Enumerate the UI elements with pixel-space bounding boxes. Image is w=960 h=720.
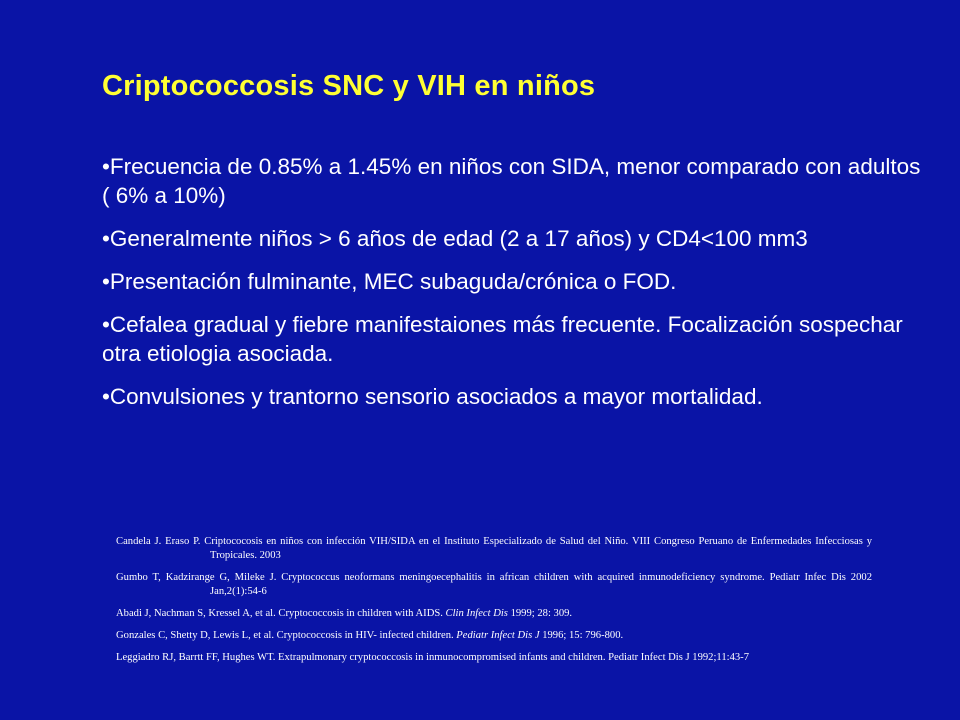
reference-text: Leggiadro RJ, Barrtt FF, Hughes WT. Extrapulmonary cryptococcosis in inmunocompromised infants and children. Pediatr Infect Dis J 1992;11:43-7 [116,652,749,663]
reference-journal: Pediatr Infect Dis J [456,630,540,641]
reference-item [116,607,872,621]
bullet-item: •Cefalea gradual y fiebre manifestaiones más frecuente. Focalización sospechar otra etiologia asociada. [102,312,903,366]
reference-text: Gonzales C, Shetty D, Lewis L, et al. Cryptococcosis in HIV- infected children. [116,630,457,641]
slide-title: Criptococcosis SNC y VIH en niños [102,70,596,102]
bullet-list [102,152,922,425]
reference-text-tail: 1999; 28: 309. [507,608,573,619]
reference-text: Gumbo T, Kadzirange G, Mileke J. Cryptococcus neoformans meningoecephalitis in african children with acquired inmunodeficiency syndrome. Pediatr Infec Dis 2002 Jan,2(1):54-6 [116,572,872,597]
reference-text-tail: 1996; 15: 796-800. [539,630,624,641]
reference-item [116,535,872,563]
bullet-item: •Generalmente niños > 6 años de edad (2 a 17 años) y CD4<100 mm3 [102,226,808,251]
reference-text: Candela J. Eraso P. Criptococosis en niños con infección VIH/SIDA en el Instituto Especializado de Salud del Niño. VIII Congreso Peruano de Enfermedades Infecciosas y Tropicales. 2003 [116,536,872,561]
reference-item [116,571,872,599]
bullet-item: •Convulsiones y trantorno sensorio asociados a mayor mortalidad. [102,384,763,409]
reference-item [116,651,872,665]
references [116,535,872,673]
bullet-item: •Frecuencia de 0.85% a 1.45% en niños con SIDA, menor comparado con adultos ( 6% a 10%) [102,154,921,208]
reference-journal: Clin Infect Dis [445,608,508,619]
reference-item [116,629,872,643]
bullet-item: •Presentación fulminante, MEC subaguda/crónica o FOD. [102,269,677,294]
reference-text: Abadi J, Nachman S, Kressel A, et al. Cryptococcosis in children with AIDS. [116,608,446,619]
